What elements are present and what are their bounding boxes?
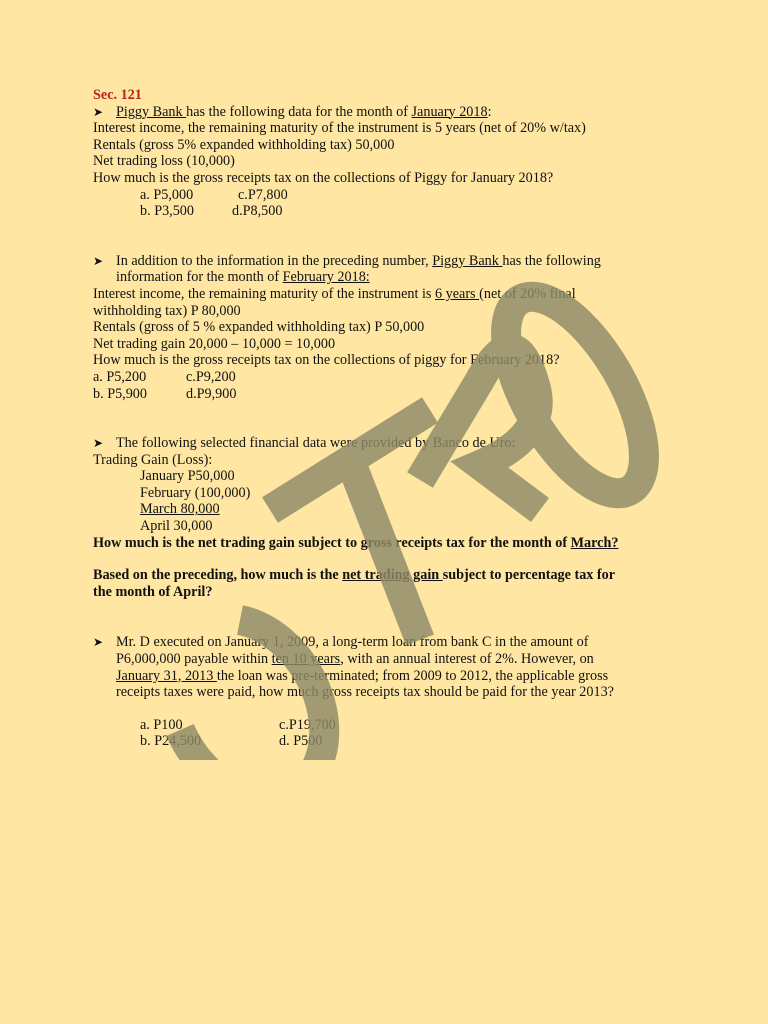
q2-choice-d: d.P9,900 [186,385,237,402]
q3-header: Trading Gain (Loss): [93,451,213,468]
q1-choice-a: a. P5,000 [140,186,194,203]
q4-choice-c: c.P19,700 [279,716,336,733]
q4-question: receipts taxes were paid, how much gross receipts tax should be paid for the year 2013? [116,684,614,701]
q3-question-march: How much is the net trading gain subject to gross receipts tax for the month of March? [93,534,619,551]
q1-trading-line: Net trading loss (10,000) [93,153,235,170]
q4-choice-a: a. P100 [140,716,183,733]
q4-line-3: January 31, 2013 the loan was pre-terminated; from 2009 to 2012, the applicable gross [116,667,609,684]
question-4-intro: ➤ Mr. D executed on January 1, 2009, a long-term loan from bank C in the amount of [93,634,589,651]
q1-rentals-line: Rentals (gross 5% expanded withholding tax) 50,000 [93,136,395,153]
q3-april: April 30,000 [140,518,213,535]
q2-question: How much is the gross receipts tax on the collections of piggy for February 2018? [93,352,560,369]
q4-choices-row-2 [93,733,693,750]
q4-line-2: P6,000,000 payable within ten 10 years, with an annual interest of 2%. However, on [116,651,594,668]
q3-question-april: Based on the preceding, how much is the net trading gain subject to percentage tax for [93,567,616,584]
q1-choices-row-1 [93,187,693,204]
arrow-bullet-icon: ➤ [93,253,104,268]
question-2-intro: ➤ In addition to the information in the preceding number, Piggy Bank has the following [93,252,601,269]
question-3-intro: ➤ The following selected financial data were provided by Banco de Uro: [93,435,516,452]
q2-rentals-line: Rentals (gross of 5 % expanded withholding tax) P 50,000 [93,319,425,336]
document-page [93,87,693,750]
q3-february: February (100,000) [140,484,251,501]
q4-choices-row-1 [93,717,693,734]
q2-withholding-line: withholding tax) P 80,000 [93,302,241,319]
q3-january: January P50,000 [140,468,235,485]
q2-choice-b: b. P5,900 [93,385,147,402]
arrow-bullet-icon: ➤ [93,436,104,451]
q1-choice-b: b. P3,500 [140,203,194,220]
q2-choice-c: c.P9,200 [186,368,236,385]
q4-choice-d: d. P500 [279,733,323,750]
q4-choice-b: b. P24,500 [140,733,202,750]
q2-choices-row-1 [93,369,693,386]
q2-interest-line: Interest income, the remaining maturity of the instrument is 6 years (net of 20% final [93,285,576,302]
q2-month-line: information for the month of February 2018: [116,269,370,286]
arrow-bullet-icon: ➤ [93,104,104,119]
q2-choice-a: a. P5,200 [93,368,147,385]
q2-trading-line: Net trading gain 20,000 – 10,000 = 10,000 [93,335,336,352]
q1-question: How much is the gross receipts tax on the collections of Piggy for January 2018? [93,169,554,186]
q1-choices-row-2 [93,203,693,220]
q1-interest-line: Interest income, the remaining maturity of the instrument is 5 years (net of 20% w/tax) [93,120,586,137]
q2-choices-row-2 [93,386,693,403]
q3-question-april-2: the month of April? [93,583,213,600]
q1-choice-c: c.P7,800 [238,186,288,203]
arrow-bullet-icon: ➤ [93,635,104,650]
q1-choice-d: d.P8,500 [232,203,283,220]
q3-march: March 80,000 [140,501,220,518]
question-1-intro: ➤ Piggy Bank has the following data for the month of January 2018: [93,103,492,120]
section-heading: Sec. 121 [93,87,142,103]
